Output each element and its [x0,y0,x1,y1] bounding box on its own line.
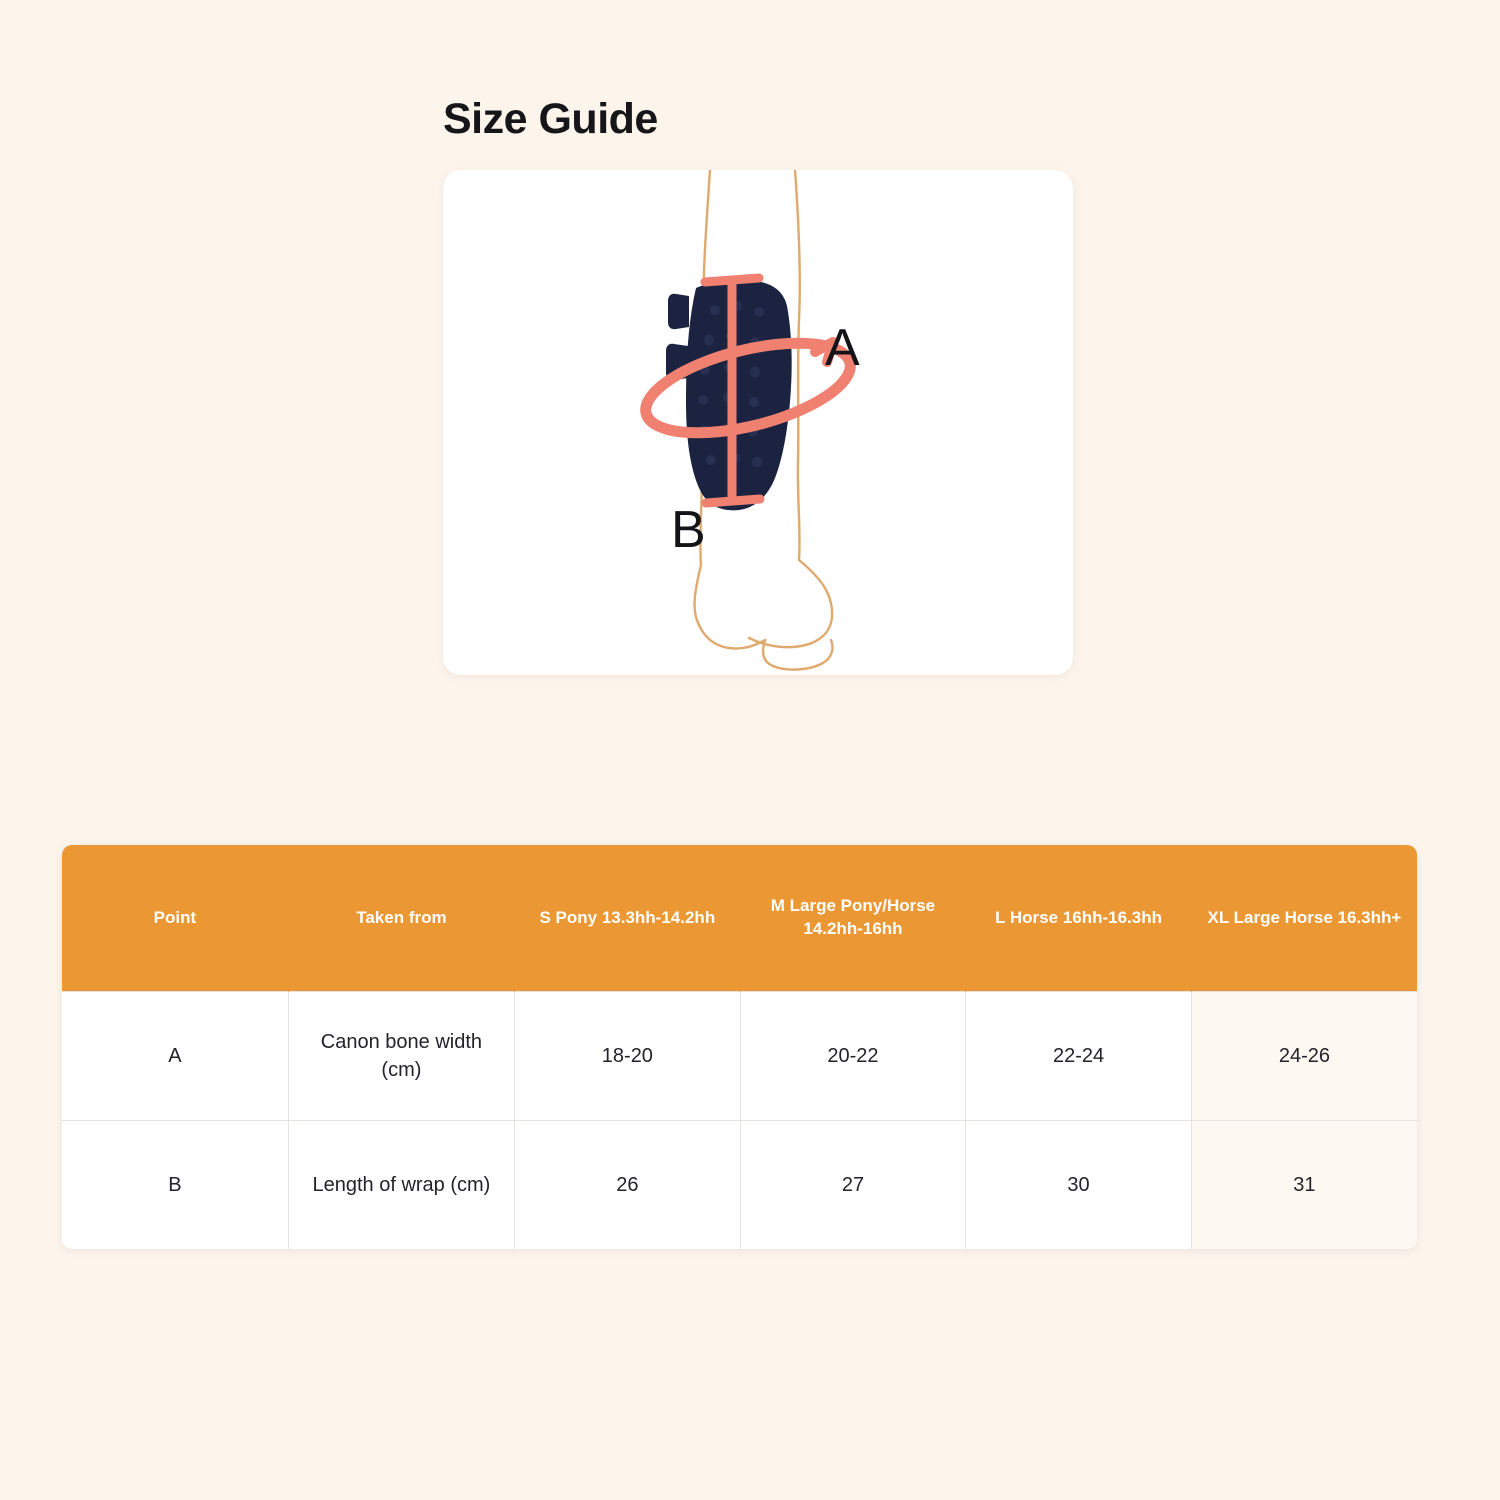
leg-measurement-diagram [443,170,1073,675]
diagram-card [443,170,1073,675]
col-header-size-l: L Horse 16hh-16.3hh [966,845,1192,992]
cell-size-m: 20-22 [740,992,966,1121]
label-b: B [671,501,706,559]
size-table-container [62,845,1417,1249]
cell-size-l: 22-24 [966,992,1192,1121]
cell-size-m: 27 [740,1121,966,1250]
cell-size-s: 18-20 [515,992,741,1121]
table-header-row [62,845,1417,992]
col-header-size-xl: XL Large Horse 16.3hh+ [1191,845,1417,992]
cell-point: B [62,1121,288,1250]
table-body [62,992,1417,1250]
cell-point: A [62,992,288,1121]
cell-size-s: 26 [515,1121,741,1250]
label-a: A [825,319,860,377]
col-header-taken-from: Taken from [288,845,514,992]
table-row [62,992,1417,1121]
size-table [62,845,1417,1249]
cell-taken-from: Canon bone width (cm) [288,992,514,1121]
col-header-point: Point [62,845,288,992]
cell-size-xl: 24-26 [1191,992,1417,1121]
cell-taken-from: Length of wrap (cm) [288,1121,514,1250]
table-row [62,1121,1417,1250]
col-header-size-s: S Pony 13.3hh-14.2hh [515,845,741,992]
page-title: Size Guide [443,94,658,143]
table-head [62,845,1417,992]
col-header-size-m: M Large Pony/Horse 14.2hh-16hh [740,845,966,992]
cell-size-xl: 31 [1191,1121,1417,1250]
cell-size-l: 30 [966,1121,1192,1250]
